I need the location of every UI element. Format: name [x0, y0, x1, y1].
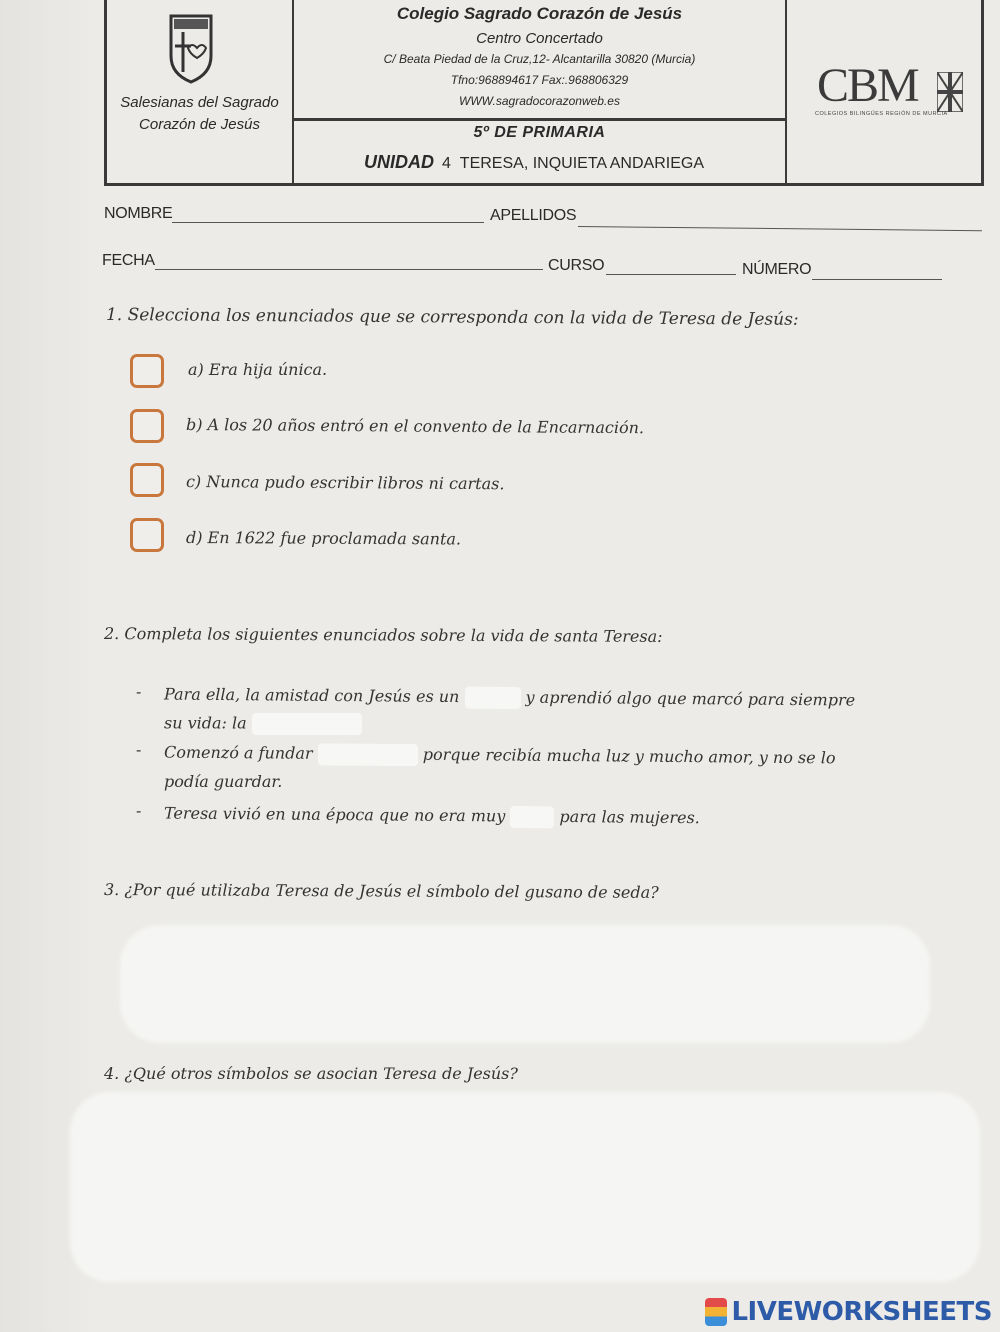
q1-option-b: b) A los 20 años entró en el convento de la Encarnación.: [185, 415, 645, 438]
unit-number: 4: [442, 155, 451, 172]
q2-item-1-part-b: y aprendió algo que marcó para siempre: [525, 687, 856, 710]
school-type: Centro Concertado: [476, 30, 603, 47]
q2-item-1-part-a: Para ella, la amistad con Jesús es un: [163, 684, 460, 707]
nombre-label: NOMBRE: [104, 205, 173, 222]
q2-item-1-line-1: [164, 684, 855, 712]
numero-line[interactable]: [812, 279, 942, 280]
q2-blank-2[interactable]: [252, 713, 362, 735]
q1-option-c: c) Nunca pudo escribir libros ni cartas.: [185, 472, 505, 494]
q2-item-2-line-2: podía guardar.: [164, 772, 283, 791]
fecha-line[interactable]: [155, 269, 543, 270]
q4-answer-area[interactable]: [70, 1092, 980, 1282]
q1-option-b-checkbox[interactable]: [130, 409, 164, 443]
question-4-prompt: 4. ¿Qué otros símbolos se asocian Teresa de Jesús?: [104, 1064, 518, 1083]
cbm-logo-subtitle: COLEGIOS BILINGÜES REGIÓN DE MURCIA: [815, 111, 948, 117]
question-3-prompt: 3. ¿Por qué utilizaba Teresa de Jesús el símbolo del gusano de seda?: [103, 880, 659, 902]
question-2-prompt: 2. Completa los siguientes enunciados sobre la vida de santa Teresa:: [103, 624, 663, 646]
curso-label: CURSO: [548, 257, 605, 274]
q2-item-1-part-c: su vida: la: [164, 713, 247, 733]
unit-heading: [364, 152, 704, 173]
q2-item-3-line-1: [164, 803, 700, 830]
liveworksheets-text: LIVEWORKSHEETS: [731, 1297, 992, 1327]
header-mid-cell: [294, 0, 787, 183]
q2-blank-1[interactable]: [464, 687, 520, 709]
school-name: Colegio Sagrado Corazón de Jesús: [396, 4, 683, 23]
grade-label: 5º DE PRIMARIA: [473, 124, 606, 141]
curso-line[interactable]: [606, 274, 736, 275]
liveworksheets-logo-icon: [705, 1298, 727, 1326]
question-1-prompt: 1. Selecciona los enunciados que se corresponda con la vida de Teresa de Jesús:: [105, 305, 799, 330]
q2-item-1-line-2: [164, 713, 362, 735]
school-address: C/ Beata Piedad de la Cruz,12- Alcantarilla 30820 (Murcia): [383, 52, 696, 66]
school-phone-fax: Tfno:968894617 Fax:.968806329: [450, 73, 629, 87]
school-website: WWW.sagradocorazonweb.es: [459, 94, 620, 108]
worksheet-header: [104, 0, 984, 186]
header-left-cell: [107, 0, 294, 183]
apellidos-label: APELLIDOS: [490, 207, 577, 224]
q2-item-2-part-b: porque recibía mucha luz y mucho amor, y no se lo: [422, 744, 836, 768]
bullet-dash: -: [136, 684, 142, 701]
nombre-line[interactable]: [172, 222, 484, 223]
q1-option-a-checkbox[interactable]: [130, 354, 164, 388]
school-left-name: Salesianas del Sagrado Corazón de Jesús: [120, 94, 279, 133]
bullet-dash: -: [136, 803, 142, 820]
q2-blank-4[interactable]: [510, 806, 554, 828]
numero-label: NÚMERO: [742, 261, 812, 278]
q2-item-2-part-a: Comenzó a fundar: [163, 742, 313, 763]
q3-answer-area[interactable]: [120, 925, 930, 1043]
fecha-label: FECHA: [102, 252, 155, 269]
unit-label: UNIDAD: [364, 152, 434, 172]
cbm-logo-text: CBM: [817, 59, 918, 112]
header-divider: [294, 118, 785, 121]
q2-item-3-part-a: Teresa vivió en una época que no era muy: [163, 803, 506, 826]
q1-option-c-checkbox[interactable]: [130, 463, 164, 497]
apellidos-line[interactable]: [578, 226, 982, 231]
liveworksheets-watermark: [705, 1297, 992, 1327]
q1-option-d: d) En 1622 fue proclamada santa.: [185, 528, 462, 549]
q2-item-3-part-b: para las mujeres.: [559, 806, 700, 828]
q2-blank-3[interactable]: [318, 743, 418, 766]
q2-item-2-line-1: [164, 742, 836, 770]
header-right-cell: [787, 0, 981, 183]
union-flag-icon: [937, 72, 963, 112]
q1-option-a: a) Era hija única.: [188, 360, 328, 379]
q1-option-d-checkbox[interactable]: [130, 518, 164, 552]
bullet-dash: -: [136, 742, 142, 759]
unit-title: TERESA, INQUIETA ANDARIEGA: [459, 155, 704, 172]
school-shield-icon: [167, 12, 215, 84]
